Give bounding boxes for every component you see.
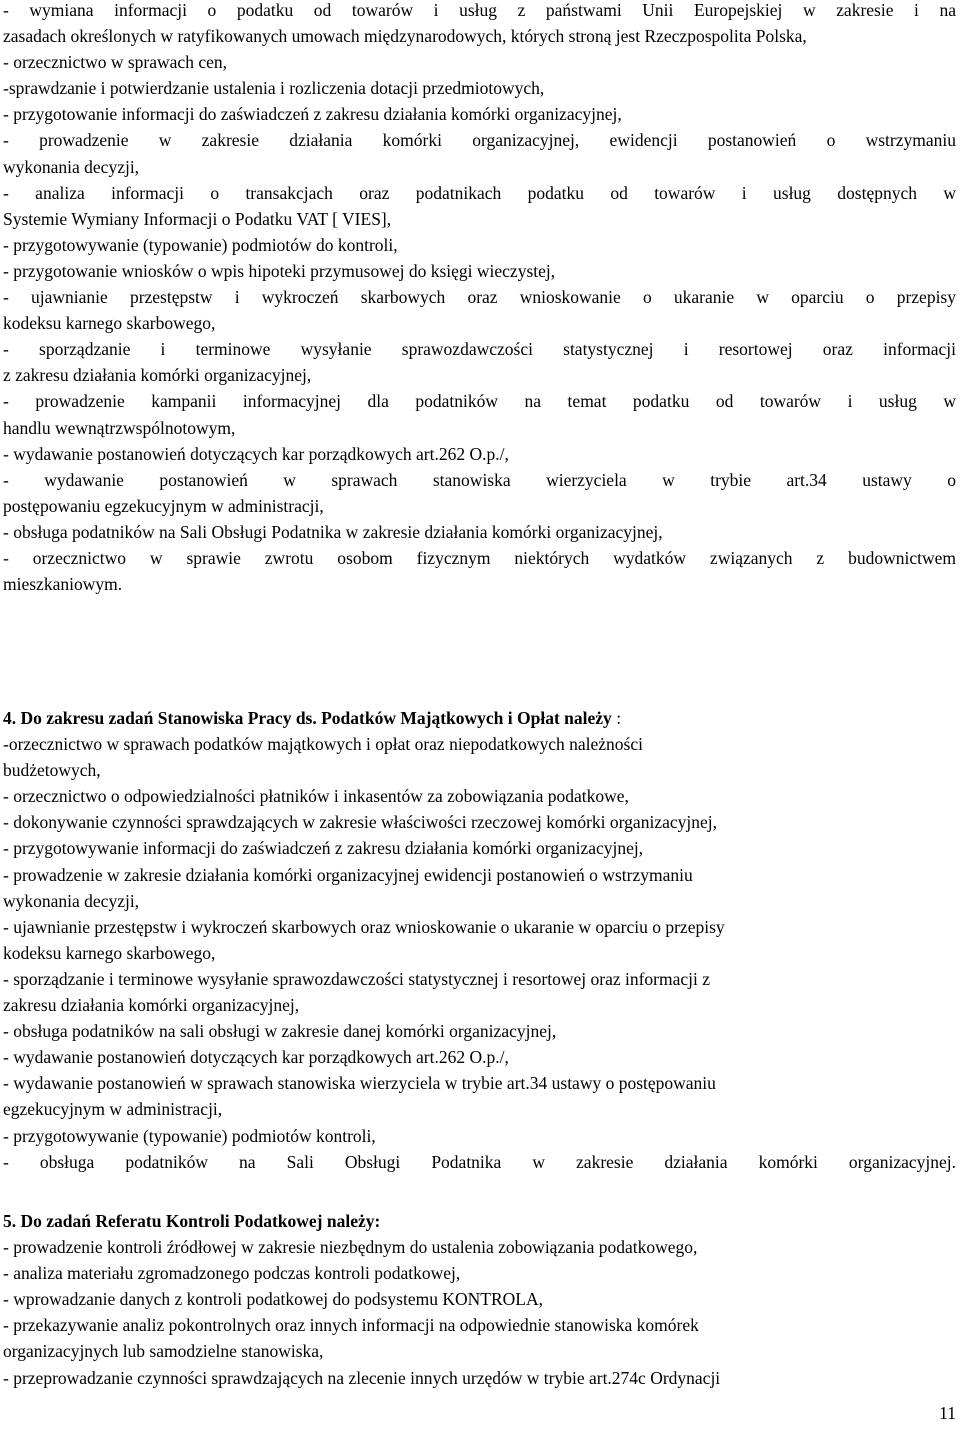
list-item: - analiza informacji o transakcjach oraz podatnikach podatku od towarów i usług dostępnych w Systemie Wymiany Informacji o Podatku VAT [ VIES],	[3, 180, 956, 232]
list-item: - sporządzanie i terminowe wysyłanie sprawozdawczości statystycznej i resortowej oraz informacji z zakresu działania komórki organizacyjnej,	[3, 966, 956, 1018]
list-item-continuation: budżetowych,	[3, 760, 101, 781]
list-item: - przygotowywanie informacji do zaświadczeń z zakresu działania komórki organizacyjnej,	[3, 838, 644, 859]
section-5	[3, 1208, 956, 1391]
list-item: -orzecznictwo w sprawach podatków majątkowych i opłat oraz niepodatkowych należności budżetowych,	[3, 731, 956, 783]
list-item-continuation: postępowaniu egzekucyjnym w administracji,	[3, 495, 324, 516]
list-item: - prowadzenie kontroli źródłowej w zakresie niezbędnym do ustalenia zobowiązania podatkowego,	[3, 1237, 698, 1258]
list-item-continuation: kodeksu karnego skarbowego,	[3, 942, 216, 963]
list-item: - sporządzanie i terminowe wysyłanie sprawozdawczości statystycznej i resortowej oraz informacji z zakresu działania komórki organizacyjnej,	[3, 336, 956, 388]
list-item-continuation: Systemie Wymiany Informacji o Podatku VAT [ VIES],	[3, 208, 392, 229]
section-5-heading: 5. Do zadań Referatu Kontroli Podatkowej należy:	[3, 1211, 381, 1231]
list-item: - wydawanie postanowień dotyczących kar porządkowych art.262 O.p./,	[3, 1047, 509, 1068]
list-item: - przygotowanie wniosków o wpis hipoteki przymusowej do księgi wieczystej,	[3, 260, 556, 281]
list-item: - obsługa podatników na sali obsługi w zakresie danej komórki organizacyjnej,	[3, 1021, 557, 1042]
list-item: - orzecznictwo o odpowiedzialności płatników i inkasentów za zobowiązania podatkowe,	[3, 786, 629, 807]
list-item-continuation: handlu wewnątrzwspólnotowym,	[3, 417, 236, 438]
list-item: - przygotowanie informacji do zaświadczeń z zakresu działania komórki organizacyjnej,	[3, 104, 622, 125]
list-item: - przygotowywanie (typowanie) podmiotów do kontroli,	[3, 234, 398, 255]
list-item: - wydawanie postanowień dotyczących kar porządkowych art.262 O.p./,	[3, 443, 509, 464]
list-item: - orzecznictwo w sprawie zwrotu osobom fizycznym niektórych wydatków związanych z budownictwem mieszkaniowym.	[3, 545, 956, 597]
list-item-continuation: wykonania decyzji,	[3, 890, 140, 911]
list-item: - przekazywanie analiz pokontrolnych oraz innych informacji na odpowiednie stanowiska komórek organizacyjnych lub samodzielne stanowiska,	[3, 1312, 956, 1364]
list-item: - przeprowadzanie czynności sprawdzających na zlecenie innych urzędów w trybie art.274c Ordynacji	[3, 1367, 721, 1388]
list-item: - obsługa podatników na Sali Obsługi Podatnika w zakresie działania komórki organizacyjnej,	[3, 521, 663, 542]
list-item-continuation: zakresu działania komórki organizacyjnej,	[3, 995, 300, 1016]
list-item-continuation: mieszkaniowym.	[3, 574, 123, 595]
list-item: - prowadzenie w zakresie działania komórki organizacyjnej, ewidencji postanowień o wstrzymaniu wykonania decyzji,	[3, 127, 956, 179]
section-4	[3, 705, 956, 1175]
list-item: - ujawnianie przestępstw i wykroczeń skarbowych oraz wnioskowanie o ukaranie w oparciu o przepisy kodeksu karnego skarbowego,	[3, 284, 956, 336]
list-item: -sprawdzanie i potwierdzanie ustalenia i rozliczenia dotacji przedmiotowych,	[3, 78, 545, 99]
list-item-continuation: wykonania decyzji,	[3, 156, 140, 177]
list-item: - orzecznictwo w sprawach cen,	[3, 52, 227, 73]
list-item-continuation: kodeksu karnego skarbowego,	[3, 313, 216, 334]
list-item: - analiza materiału zgromadzonego podczas kontroli podatkowej,	[3, 1263, 461, 1284]
list-item: - obsługa podatników na Sali Obsługi Podatnika w zakresie działania komórki organizacyjnej.	[3, 1151, 956, 1172]
list-item-continuation: zasadach określonych w ratyfikowanych umowach międzynarodowych, których stroną jest Rzeczpospolita Polska,	[3, 26, 807, 47]
task-list-continued	[3, 0, 956, 597]
list-item: - wymiana informacji o podatku od towarów i usług z państwami Unii Europejskiej w zakresie i na zasadach określonych w ratyfikowanych umowach międzynarodowych, których stroną jest Rzeczpospolita Polska,	[3, 0, 956, 49]
list-item-continuation: z zakresu działania komórki organizacyjnej,	[3, 365, 312, 386]
list-item: - prowadzenie w zakresie działania komórki organizacyjnej ewidencji postanowień o wstrzymaniu wykonania decyzji,	[3, 862, 956, 914]
list-item: - wydawanie postanowień w sprawach stanowiska wierzyciela w trybie art.34 ustawy o postępowaniu egzekucyjnym w administracji,	[3, 1070, 956, 1122]
list-item: - przygotowywanie (typowanie) podmiotów kontroli,	[3, 1125, 376, 1146]
list-item: - ujawnianie przestępstw i wykroczeń skarbowych oraz wnioskowanie o ukaranie w oparciu o przepisy kodeksu karnego skarbowego,	[3, 914, 956, 966]
list-item: - prowadzenie kampanii informacyjnej dla podatników na temat podatku od towarów i usług w handlu wewnątrzwspólnotowym,	[3, 388, 956, 440]
list-item: - dokonywanie czynności sprawdzających w zakresie właściwości rzeczowej komórki organizacyjnej,	[3, 812, 717, 833]
list-item-continuation: egzekucyjnym w administracji,	[3, 1099, 223, 1120]
list-item-continuation: organizacyjnych lub samodzielne stanowiska,	[3, 1341, 324, 1362]
list-item: - wprowadzanie danych z kontroli podatkowej do podsystemu KONTROLA,	[3, 1289, 543, 1310]
list-item: - wydawanie postanowień w sprawach stanowiska wierzyciela w trybie art.34 ustawy o postępowaniu egzekucyjnym w administracji,	[3, 467, 956, 519]
section-4-heading: 4. Do zakresu zadań Stanowiska Pracy ds. Podatków Majątkowych i Opłat należy :	[3, 708, 622, 728]
page-number: 11	[939, 1403, 956, 1423]
